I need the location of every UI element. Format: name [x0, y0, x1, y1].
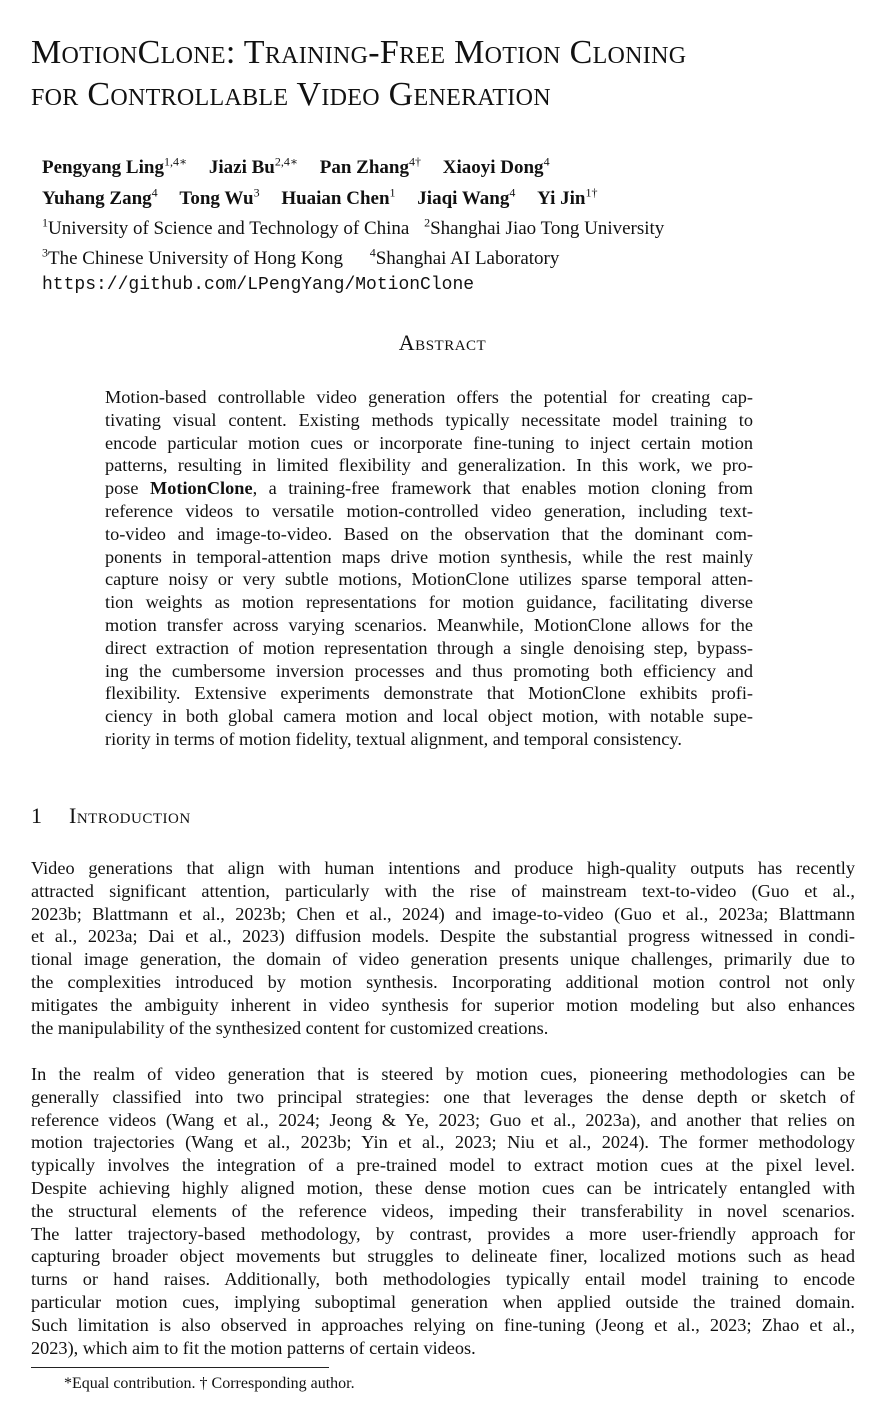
paragraph-line: In the realm of video generation that is steered by motion cues, pioneering methodologies can be: [31, 1064, 855, 1084]
abstract-line: ponents in temporal-attention maps drive motion synthesis, while the rest mainly: [105, 546, 753, 567]
abstract-line: tivating visual content. Existing methods typically necessitate model training to: [105, 409, 753, 430]
author: Yuhang Zang$^4$: [42, 185, 158, 209]
paragraph-line: Such limitation is also observed in approaches relying on fine-tuning (Jeong et al., 2023; Zhao et al.,: [31, 1314, 855, 1335]
author: Tong Wu$^3$: [179, 185, 260, 209]
intro-paragraph-2: [31, 1063, 855, 1359]
affiliation: $^2$Shanghai Jiao Tong University: [424, 215, 665, 239]
title-line-1: MotionClone: Training-Free Motion Cloning: [31, 34, 687, 71]
paragraph-line: the structural elements of the reference videos, impeding their transferability in novel scenarios.: [31, 1200, 855, 1221]
paragraph-line: tional image generation, the domain of video generation presents unique challenges, primarily due to: [31, 949, 855, 970]
abstract-line: direct extraction of motion representation through a single denoising step, bypass-: [105, 637, 753, 658]
abstract-line: patterns, resulting in limited flexibility and generalization. In this work, we pro-: [105, 455, 753, 476]
abstract-line: to-video and image-to-video. Based on the observation that the dominant com-: [105, 523, 753, 544]
abstract-line: ing the cumbersome inversion processes and thus promoting both efficiency and: [105, 660, 753, 681]
footnote: *Equal contribution. † Corresponding author.: [64, 1375, 355, 1392]
abstract-line: flexibility. Extensive experiments demonstrate that MotionClone exhibits profi-: [105, 683, 753, 704]
repo-link-row: [42, 271, 842, 298]
affiliation: $^3$The Chinese University of Hong Kong: [42, 245, 343, 270]
abstract-line: pose MotionClone, a training-free framework that enables motion cloning from: [105, 478, 753, 499]
affiliation-row-1: [42, 211, 842, 241]
paragraph-line: reference videos (Wang et al., 2024; Jeong & Ye, 2023; Guo et al., 2023a), and another that relies on: [31, 1109, 855, 1130]
section-heading-introduction: [31, 803, 191, 829]
author: Pengyang Ling$^{1,4∗}$: [42, 155, 188, 179]
author-block: [42, 150, 842, 298]
paragraph-line: mitigates the ambiguity inherent in video synthesis for superior motion modeling but also enhances: [31, 994, 855, 1015]
author: Jiazi $Bu^{2,4∗}$: [208, 155, 298, 179]
paper-title: [31, 32, 861, 116]
footnote-rule: [31, 1367, 329, 1368]
section-title: Introduction: [69, 803, 191, 828]
author: Xiaoyi Dong$^4$: [442, 155, 550, 179]
paragraph-line: 2023), which aim to fit the motion patterns of certain videos.: [31, 1337, 476, 1358]
abstract-body: [105, 386, 753, 751]
paragraph-line: motion trajectories (Wang et al., 2023b; Yin et al., 2023; Niu et al., 2024). The former methodology: [31, 1132, 855, 1153]
repo-link[interactable]: https://github.com/LPengYang/MotionClone: [42, 275, 475, 296]
abstract-line: ciency in both global camera motion and local object motion, with notable supe-: [105, 706, 753, 727]
abstract-line: riority in terms of motion fidelity, textual alignment, and temporal consistency.: [105, 728, 682, 749]
intro-paragraph-1: [31, 857, 855, 1039]
paragraph-line: the complexities introduced by motion synthesis. Incorporating additional motion control not only: [31, 971, 855, 992]
paragraph-line: 2023b; Blattmann et al., 2023b; Chen et al., 2024) and image-to-video (Guo et al., 2023a; Blattmann: [31, 903, 855, 924]
paragraph-line: Despite achieving highly aligned motion, these dense motion cues can be intricately entangled with: [31, 1177, 855, 1198]
abstract-line: encode particular motion cues or incorporate fine-tuning to inject certain motion: [105, 432, 753, 453]
paragraph-line: Video generations that align with human intentions and produce high-quality outputs has recently: [31, 858, 855, 878]
paragraph-line: typically involves the integration of a pre-trained model to extract motion cues at the pixel level.: [31, 1155, 855, 1176]
paragraph-line: capturing broader object movements but struggles to delineate finer, localized motions such as head: [31, 1246, 855, 1267]
paragraph-line: The latter trajectory-based methodology, by contrast, provides a more user-friendly approach for: [31, 1223, 855, 1244]
paragraph-line: generally classified into two principal strategies: one that leverages the dense depth or sketch of: [31, 1086, 855, 1107]
abstract-line: capture noisy or very subtle motions, MotionClone utilizes sparse temporal atten-: [105, 569, 753, 590]
author: Yi Jin$^{1\dagger}$: [537, 185, 598, 209]
abstract-line: tion weights as motion representations for motion guidance, facilitating diverse: [105, 592, 753, 613]
abstract-line: Motion-based controllable video generation offers the potential for creating cap-: [105, 387, 753, 407]
affiliation: $^4$Shanghai AI Laboratory: [369, 245, 560, 270]
abstract-line: motion transfer across varying scenarios. Meanwhile, MotionClone allows for the: [105, 614, 753, 635]
author: Huaian Chen$^1$: [281, 185, 396, 209]
paragraph-line: turns or hand raises. Additionally, both methodologies typically entail model training to encode: [31, 1269, 855, 1290]
abstract-line: reference videos to versatile motion-controlled video generation, including text-: [105, 500, 753, 521]
abstract-heading: Abstract: [398, 330, 487, 355]
section-number: 1: [31, 803, 43, 828]
paragraph-line: attracted significant attention, particularly with the rise of mainstream text-to-video (Guo et al.,: [31, 880, 855, 901]
paragraph-line: particular motion cues, implying suboptimal generation when applied outside the trained domain.: [31, 1291, 855, 1312]
affiliation-row-2: [42, 241, 842, 271]
paragraph-line: et al., 2023a; Dai et al., 2023) diffusion models. Despite the substantial progress witnessed in condi-: [31, 926, 855, 947]
title-line-2: for Controllable Video Generation: [31, 76, 551, 113]
method-name: MotionClone: [149, 478, 253, 499]
author: Pan Zhang$^{4\dagger}$: [319, 155, 421, 179]
affiliation: $^1$University of Science and Technology of China: [42, 215, 410, 239]
paragraph-line: the manipulability of the synthesized content for customized creations.: [31, 1017, 549, 1038]
author-row-2: [42, 180, 842, 210]
author: Jiaqi Wang$^4$: [417, 185, 516, 209]
author-row-1: [42, 150, 842, 180]
